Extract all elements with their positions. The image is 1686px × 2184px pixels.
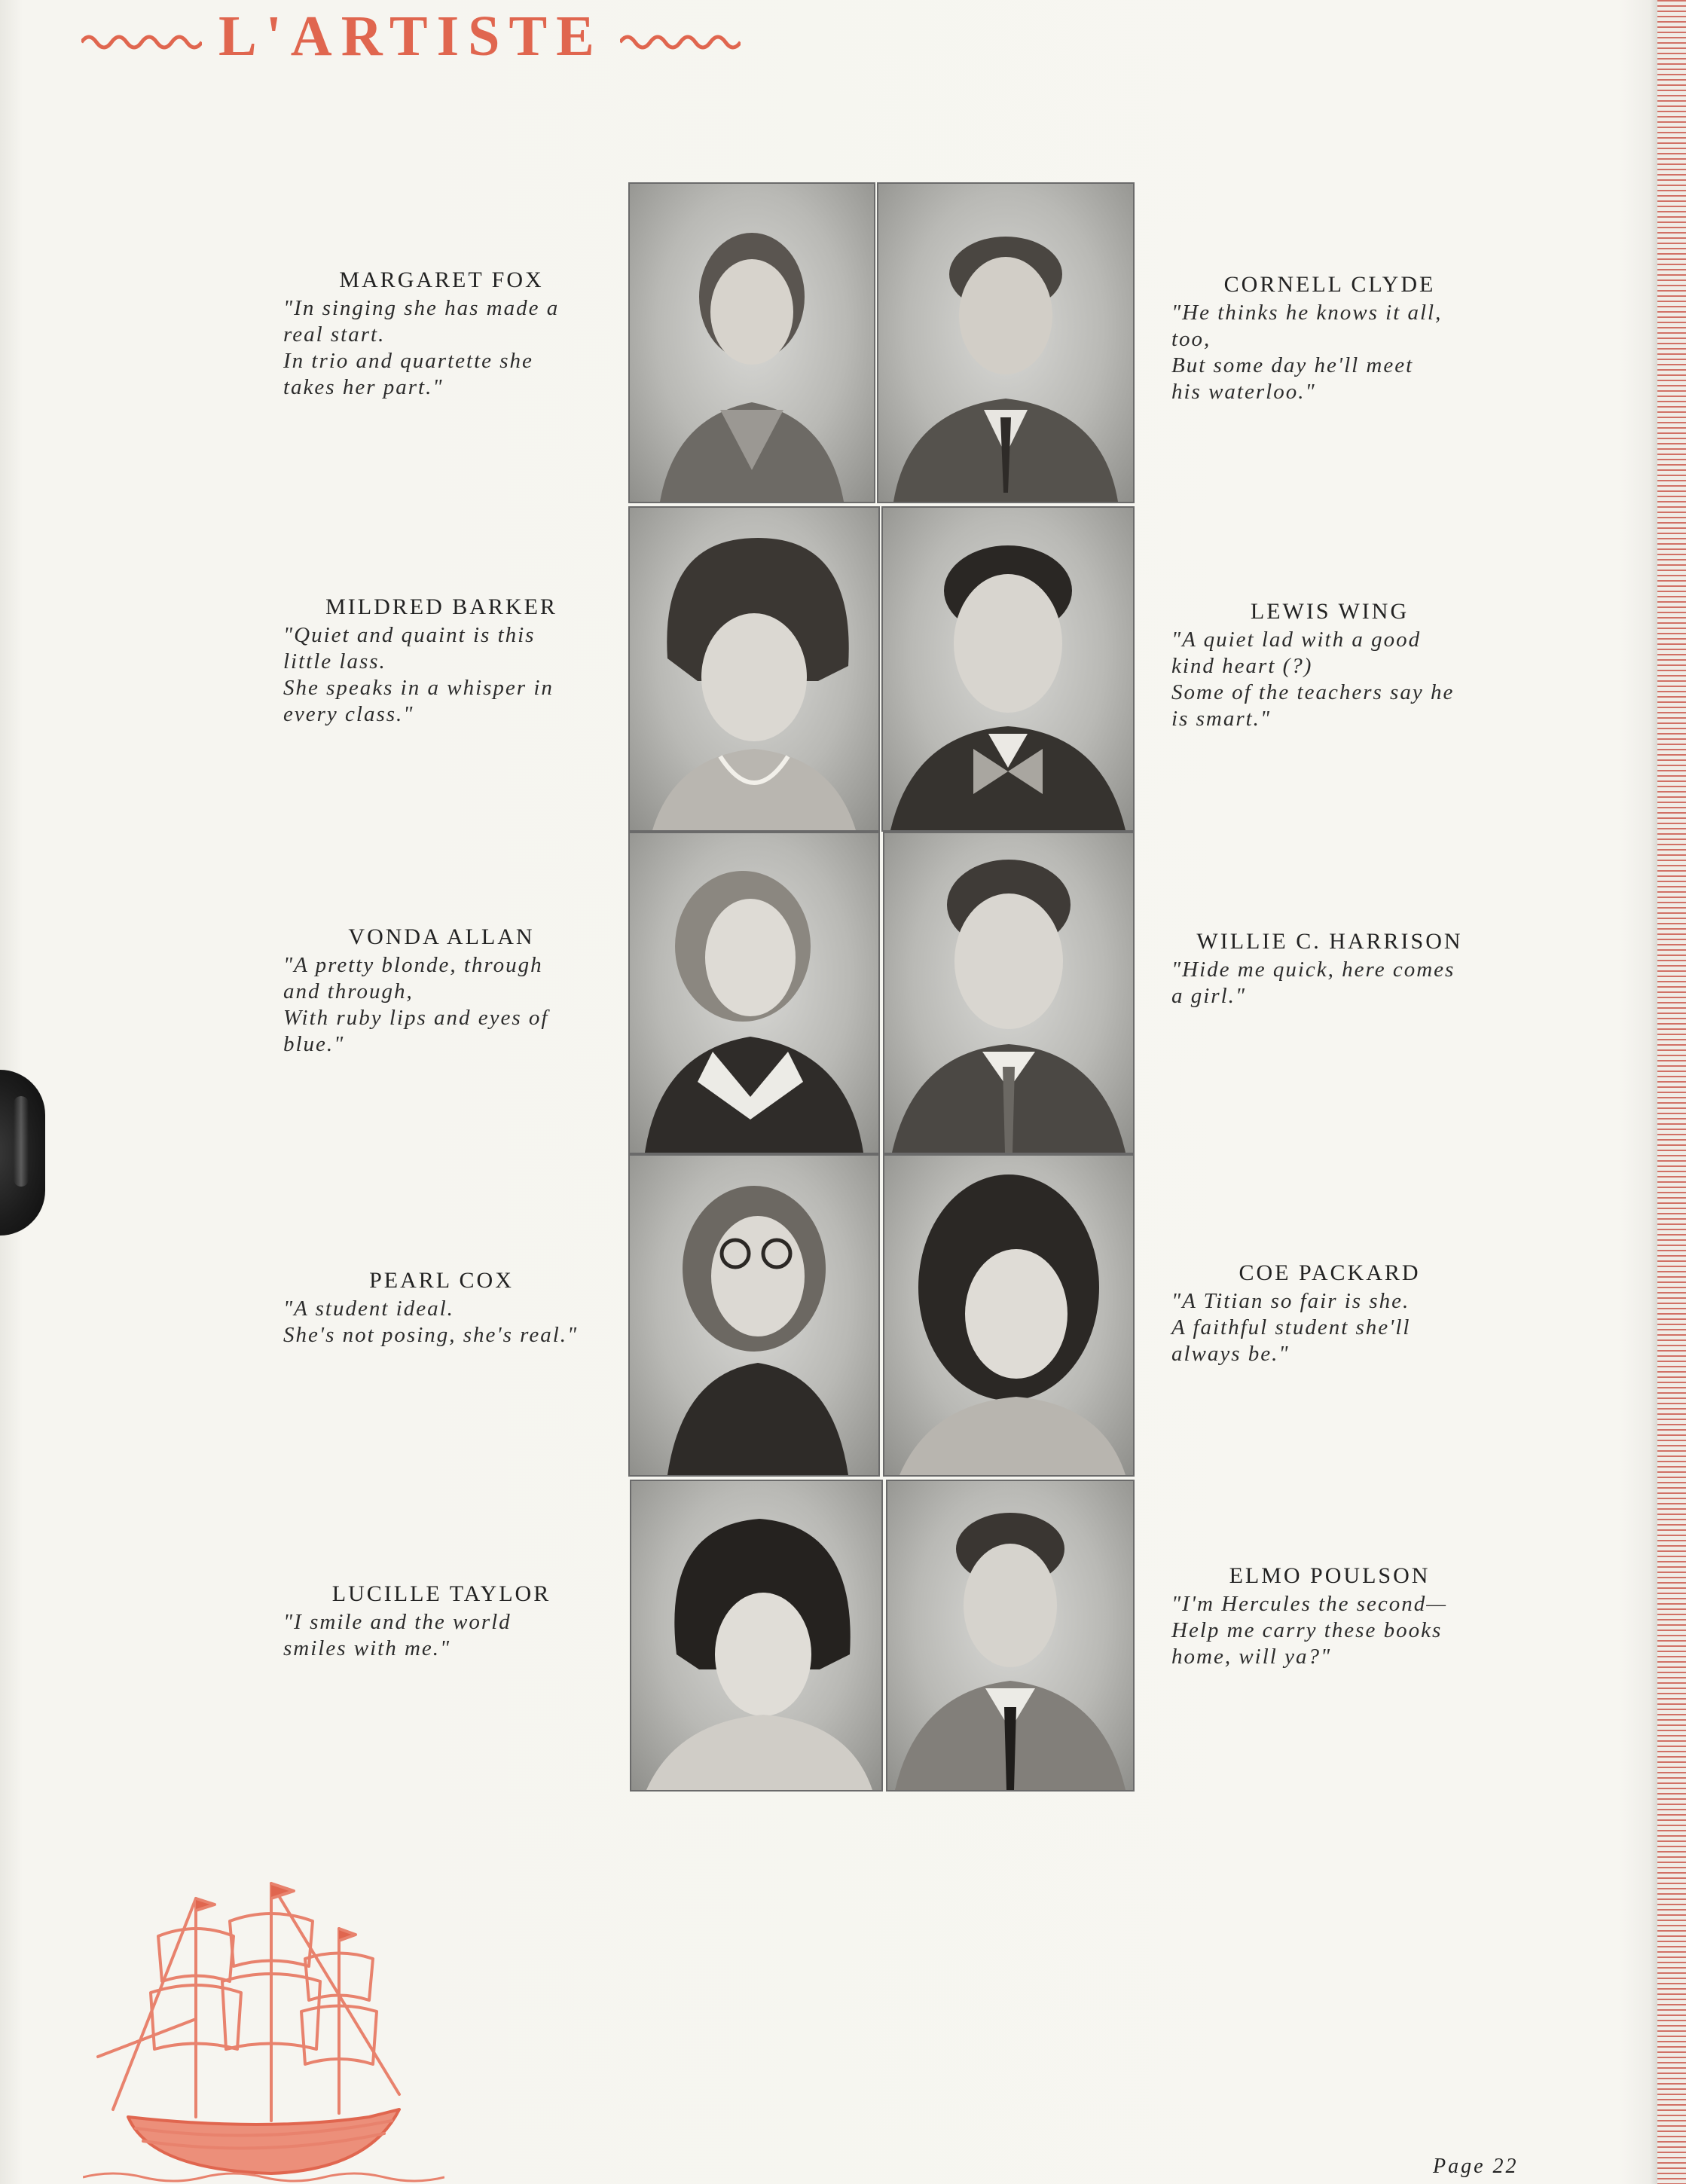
student-quote: "I smile and the world smiles with me." (283, 1610, 512, 1660)
portrait-photo-coe-packard (883, 1154, 1135, 1477)
portrait-photo-willie-c-harrison (883, 832, 1135, 1154)
student-quote: "In singing she has made a real start. In trio and quartette she takes her part." (283, 296, 560, 399)
student-name: COE PACKARD (1239, 1260, 1421, 1285)
caption-willie-c-harrison (1171, 927, 1488, 1010)
page-header (81, 6, 741, 66)
wave-ornament-left-icon (81, 21, 202, 51)
student-name: MILDRED BARKER (325, 594, 557, 619)
caption-lewis-wing (1171, 597, 1488, 732)
wave-ornament-right-icon (620, 21, 741, 51)
caption-lucille-taylor (283, 1579, 600, 1662)
student-quote: "A Titian so fair is she. A faithful student she'll always be." (1171, 1289, 1411, 1366)
student-name: WILLIE C. HARRISON (1196, 929, 1463, 954)
portrait-photo-lewis-wing (881, 506, 1135, 832)
page-edge-strip (1657, 0, 1686, 2184)
student-name: VONDA ALLAN (348, 924, 535, 949)
student-quote: "A student ideal. She's not posing, she's real." (283, 1297, 579, 1347)
student-name: MARGARET FOX (339, 267, 544, 292)
caption-cornell-clyde (1171, 270, 1488, 405)
caption-mildred-barker (283, 592, 600, 728)
student-quote: "Hide me quick, here comes a girl." (1171, 958, 1455, 1008)
student-name: PEARL COX (369, 1268, 514, 1293)
binder-ring-highlight (14, 1096, 29, 1187)
student-quote: "A pretty blonde, through and through, With ruby lips and eyes of blue." (283, 953, 549, 1056)
caption-vonda-allan (283, 922, 600, 1058)
page-title: L'ARTISTE (218, 5, 603, 68)
student-quote: "I'm Hercules the second— Help me carry these books home, will ya?" (1171, 1592, 1448, 1669)
student-name: LEWIS WING (1250, 599, 1410, 624)
ship-illustration-icon (83, 1868, 444, 2184)
student-name: LUCILLE TAYLOR (331, 1581, 551, 1606)
page-number: Page 22 (1433, 2155, 1519, 2178)
portrait-photo-mildred-barker (628, 506, 880, 832)
student-quote: "A quiet lad with a good kind heart (?) Some of the teachers say he is smart." (1171, 628, 1455, 731)
student-quote: "He thinks he knows it all, too, But some day he'll meet his waterloo." (1171, 301, 1443, 404)
caption-elmo-poulson (1171, 1561, 1488, 1670)
portrait-photo-elmo-poulson (886, 1480, 1135, 1791)
portrait-photo-lucille-taylor (630, 1480, 883, 1791)
portrait-photo-pearl-cox (628, 1154, 880, 1477)
student-quote: "Quiet and quaint is this little lass. She speaks in a whisper in every class." (283, 623, 554, 726)
caption-margaret-fox (283, 265, 600, 401)
caption-coe-packard (1171, 1258, 1488, 1367)
portrait-photo-margaret-fox (628, 182, 875, 503)
portrait-photo-cornell-clyde (877, 182, 1135, 503)
portrait-photo-vonda-allan (628, 832, 880, 1154)
student-name: CORNELL CLYDE (1223, 272, 1436, 297)
caption-pearl-cox (283, 1266, 600, 1349)
student-name: ELMO POULSON (1229, 1563, 1431, 1588)
page-edge-shadow (1650, 0, 1657, 2184)
